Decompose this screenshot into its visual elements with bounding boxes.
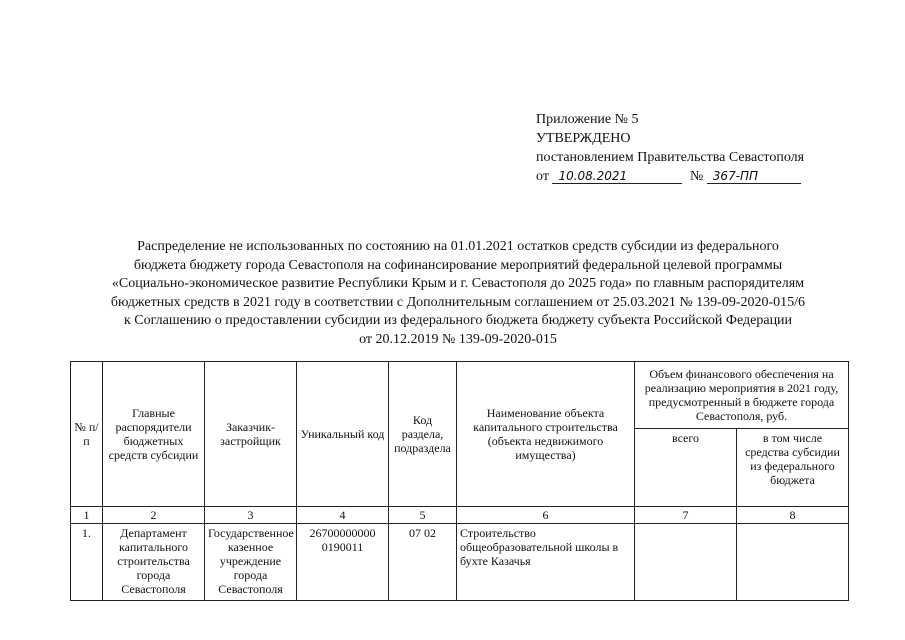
column-number: 2: [103, 507, 205, 524]
cell-section-code: 07 02: [389, 524, 457, 601]
header-row: [71, 362, 849, 429]
header-section-code: Код раздела, подраздела: [389, 362, 457, 507]
cell-object-name: Строительство общеобразовательной школы в бухте Казачья: [457, 524, 635, 601]
number-prefix: №: [689, 169, 704, 184]
cell-manager: Департамент капитального строительства города Севастополя: [103, 524, 205, 601]
header-unique-code: Уникальный код: [297, 362, 389, 507]
title-line: «Социально-экономическое развитие Республики Крым и г. Севастополя до 2025 года» по главным распорядителям: [111, 276, 805, 291]
cell-customer: Государственное казенное учреждение города Севастополя: [205, 524, 297, 601]
column-number: 7: [635, 507, 737, 524]
column-number-row: [71, 507, 849, 524]
table-row: [71, 524, 849, 601]
header-funding: Объем финансового обеспечения на реализацию мероприятия в 2021 году, предусмотренный в бюджете города Севастополя, руб.: [635, 362, 849, 429]
header-num: № п/п: [71, 362, 103, 507]
distribution-table: [70, 361, 849, 601]
date-number-line: [536, 167, 804, 186]
column-number: 1: [71, 507, 103, 524]
approved-by: постановлением Правительства Севастополя: [536, 150, 805, 165]
column-number: 3: [205, 507, 297, 524]
appendix-number: Приложение № 5: [536, 112, 639, 127]
column-number: 4: [297, 507, 389, 524]
cell-total: [635, 524, 737, 601]
appendix-block: [536, 110, 804, 186]
header-customer: Заказчик-застройщик: [205, 362, 297, 507]
title-line: бюджетных средств в 2021 году в соответствии с Дополнительным соглашением от 25.03.2021 № 139-09-2020-015/6: [110, 294, 806, 310]
header-total: всего: [635, 429, 737, 507]
cell-unique-code: 26700000000 0190011: [297, 524, 389, 601]
cell-federal: [737, 524, 849, 601]
column-number: 5: [389, 507, 457, 524]
header-object-name: Наименование объекта капитального строительства (объекта недвижимого имущества): [457, 362, 635, 507]
title-line: к Соглашению о предоставлении субсидии из федерального бюджета бюджету субъекта Российской Федерации: [123, 313, 793, 328]
cell-num: 1.: [71, 524, 103, 601]
header-federal: в том числе средства субсидии из федерального бюджета: [737, 429, 849, 507]
number-field: 367-ПП: [707, 169, 801, 184]
title-line: Распределение не использованных по состоянию на 01.01.2021 остатков средств субсидии из федерального: [137, 239, 779, 254]
header-managers: Главные распорядители бюджетных средств субсидии: [103, 362, 205, 507]
approved-label: УТВЕРЖДЕНО: [536, 131, 631, 146]
column-number: 8: [737, 507, 849, 524]
document-title: [70, 238, 846, 349]
date-field: 10.08.2021: [552, 169, 682, 184]
title-line: бюджета бюджету города Севастополя на софинансирование мероприятий федеральной целевой программы: [133, 257, 783, 273]
column-number: 6: [457, 507, 635, 524]
title-line: от 20.12.2019 № 139-09-2020-015: [359, 331, 557, 347]
date-prefix: от: [536, 169, 549, 184]
